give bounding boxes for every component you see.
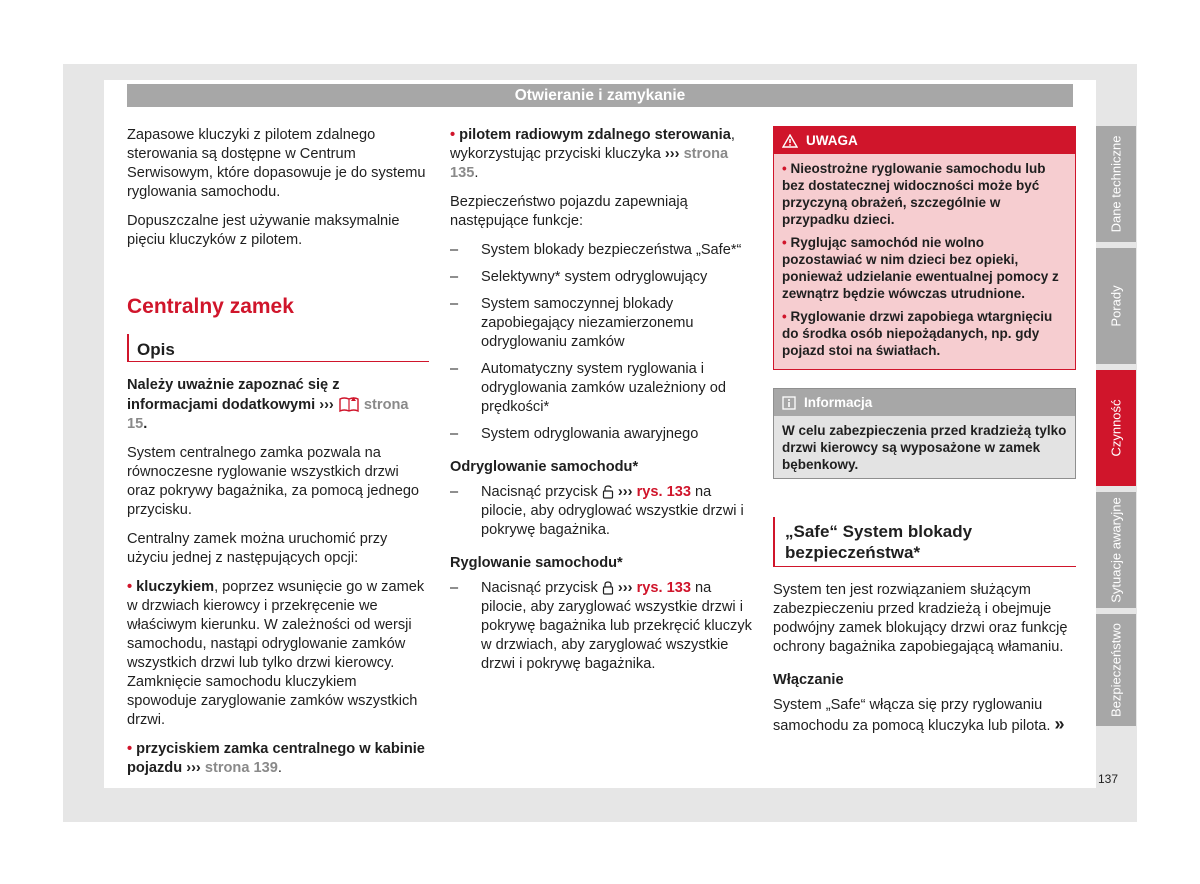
bullet: •	[450, 127, 456, 143]
list-item: – System samoczynnej blokady zapobiegający niezamierzonemu odryglowaniu zamków	[450, 296, 694, 350]
lock-icon	[602, 581, 614, 595]
list-item: – System blokady bezpieczeństwa „Safe*“	[450, 242, 742, 258]
option-remote-bold: pilotem radiowym zdalnego sterowania	[459, 127, 731, 143]
lock-heading: Ryglowanie samochodu*	[450, 555, 623, 571]
option-key-bold: kluczykiem	[136, 579, 215, 595]
page-link-139[interactable]: strona 139	[204, 760, 278, 776]
side-tab-sytuacje-awaryjne[interactable]: Sytuacje awaryjne	[1096, 492, 1136, 608]
notice-paragraph: Należy uważnie zapoznać się z informacjami dodatkowymi ››› strona 15.	[127, 377, 409, 432]
warning-box	[773, 126, 1076, 370]
book-warning-icon	[338, 395, 360, 413]
description-paragraph: System centralnego zamka pozwala na równoczesne ryglowanie wszystkich drzwi oraz pokrywy bagażnika, za pomocą jednego przycisku.	[127, 445, 420, 518]
column-left	[127, 126, 429, 788]
ref-arrow: ›››	[186, 760, 201, 776]
notice-page-link[interactable]: strona 15	[127, 397, 409, 432]
subsection-heading: Opis	[127, 334, 429, 362]
enable-heading: Włączanie	[773, 672, 844, 688]
warning-triangle-icon	[782, 134, 798, 148]
info-icon	[782, 396, 796, 410]
chapter-header: Otwieranie i zamykanie	[127, 84, 1073, 107]
figure-link-133[interactable]: rys. 133	[636, 580, 691, 596]
safe-heading: „Safe“ System blokady bezpieczeństwa*	[773, 517, 1076, 567]
option-key-text: , poprzez wsunięcie go w zamek w drzwiach kierowcy i przekręcenie we właściwym kierunku. W zależności od wersji samochodu, nastąpi odryglowanie zamków wszystkich drzwi lub tylko drzwi kierowcy. Zamknięcie samochodu kluczykiem spowoduje zaryglowanie zamków wszystkich drzwi.	[127, 579, 425, 728]
bullet: •	[127, 741, 133, 757]
list-item: – System odryglowania awaryjnego	[450, 426, 699, 442]
option-button: • przyciskiem zamka centralnego w kabinie pojazdu ››› strona 139.	[127, 741, 425, 776]
column-middle	[450, 126, 752, 684]
warning-content	[774, 154, 1075, 369]
functions-list	[450, 241, 752, 444]
intro-paragraph: Zapasowe kluczyki z pilotem zdalnego sterowania są dostępne w Centrum Serwisowym, które dopasowuje je do systemu ryglowania samochodu.	[127, 127, 426, 200]
lock-steps	[450, 579, 752, 674]
info-content: W celu zabezpieczenia przed kradzieżą tylko drzwi kierowcy są wyposażone w zamek bębenkowy.	[774, 416, 1075, 478]
unlock-heading: Odryglowanie samochodu*	[450, 459, 639, 475]
warning-header	[774, 127, 1075, 154]
info-box	[773, 388, 1076, 479]
ref-arrow: ›››	[319, 397, 334, 413]
list-item: – Nacisnąć przycisk ››› rys. 133 na pilocie, aby odryglować wszystkie drzwi i pokrywę bagażnika.	[450, 484, 744, 538]
intro-paragraph-2: Dopuszczalne jest używanie maksymalnie pięciu kluczyków z pilotem.	[127, 213, 400, 248]
unlock-icon	[602, 485, 614, 499]
bullet: •	[127, 579, 133, 595]
notice-text: Należy uważnie zapoznać się z informacjami dodatkowymi	[127, 377, 340, 413]
list-item: – Nacisnąć przycisk ››› rys. 133 na pilocie, aby zaryglować wszystkie drzwi i pokrywę bagażnika lub przekręcić kluczyk w drzwiach, aby zaryglować wszystkie drzwi i pokrywę bagażnika.	[450, 580, 752, 672]
section-title: Centralny zamek	[127, 295, 294, 318]
info-header	[774, 389, 1075, 416]
enable-paragraph: System „Safe“ włącza się przy ryglowaniu samochodu za pomocą kluczyka lub pilota. »	[773, 697, 1065, 734]
options-paragraph: Centralny zamek można uruchomić przy użyciu jednej z następujących opcji:	[127, 531, 388, 566]
figure-link-133[interactable]: rys. 133	[636, 484, 691, 500]
ref-arrow: ›››	[664, 146, 680, 162]
security-paragraph: Bezpieczeństwo pojazdu zapewniają następujące funkcje:	[450, 194, 688, 229]
option-button-bold: przyciskiem zamka centralnego w kabinie pojazdu	[127, 741, 425, 776]
column-right	[773, 126, 1076, 746]
page-number: 137	[1098, 772, 1119, 786]
list-item: – Selektywny* system odryglowujący	[450, 269, 708, 285]
list-item: – Automatyczny system ryglowania i odryglowania zamków uzależniony od prędkości*	[450, 361, 726, 415]
safe-paragraph: System ten jest rozwiązaniem służącym zabezpieczeniu przed kradzieżą i obejmuje podwójny zamek blokujący drzwi oraz funkcję ochrony bagażnika zapobiegającą włamaniu.	[773, 582, 1068, 655]
warning-item: • Ryglowanie drzwi zapobiega wtargnięciu do środka osób niepożądanych, np. gdy pojazd stoi na światłach.	[782, 309, 1053, 358]
option-remote: • pilotem radiowym zdalnego sterowania, wykorzystując przyciski kluczyka ››› strona 135.	[450, 127, 735, 181]
continue-icon: »	[1054, 714, 1065, 734]
side-tab-czynnosc[interactable]: Czynność	[1096, 370, 1136, 486]
info-title: Informacja	[804, 395, 873, 410]
side-tab-bezpieczenstwo[interactable]: Bezpieczeństwo	[1096, 614, 1136, 726]
page-link-135[interactable]: strona 135	[450, 146, 729, 181]
option-remote-text: , wykorzystując przyciski kluczyka	[450, 127, 735, 162]
side-tab-porady[interactable]: Porady	[1096, 248, 1136, 364]
warning-title: UWAGA	[806, 133, 858, 148]
unlock-steps	[450, 483, 752, 540]
warning-item: • Nieostrożne ryglowanie samochodu lub bez dostatecznej widoczności może być przyczyną obrażeń, szczególnie w przypadku dzieci.	[782, 161, 1046, 227]
warning-item: • Ryglując samochód nie wolno pozostawiać w nim dzieci bez opieki, ponieważ udzielanie ewentualnej pomocy z zewnątrz będzie wówczas utrudnione.	[782, 235, 1059, 301]
side-tab-dane-techniczne[interactable]: Dane techniczne	[1096, 126, 1136, 242]
option-key	[127, 578, 429, 730]
